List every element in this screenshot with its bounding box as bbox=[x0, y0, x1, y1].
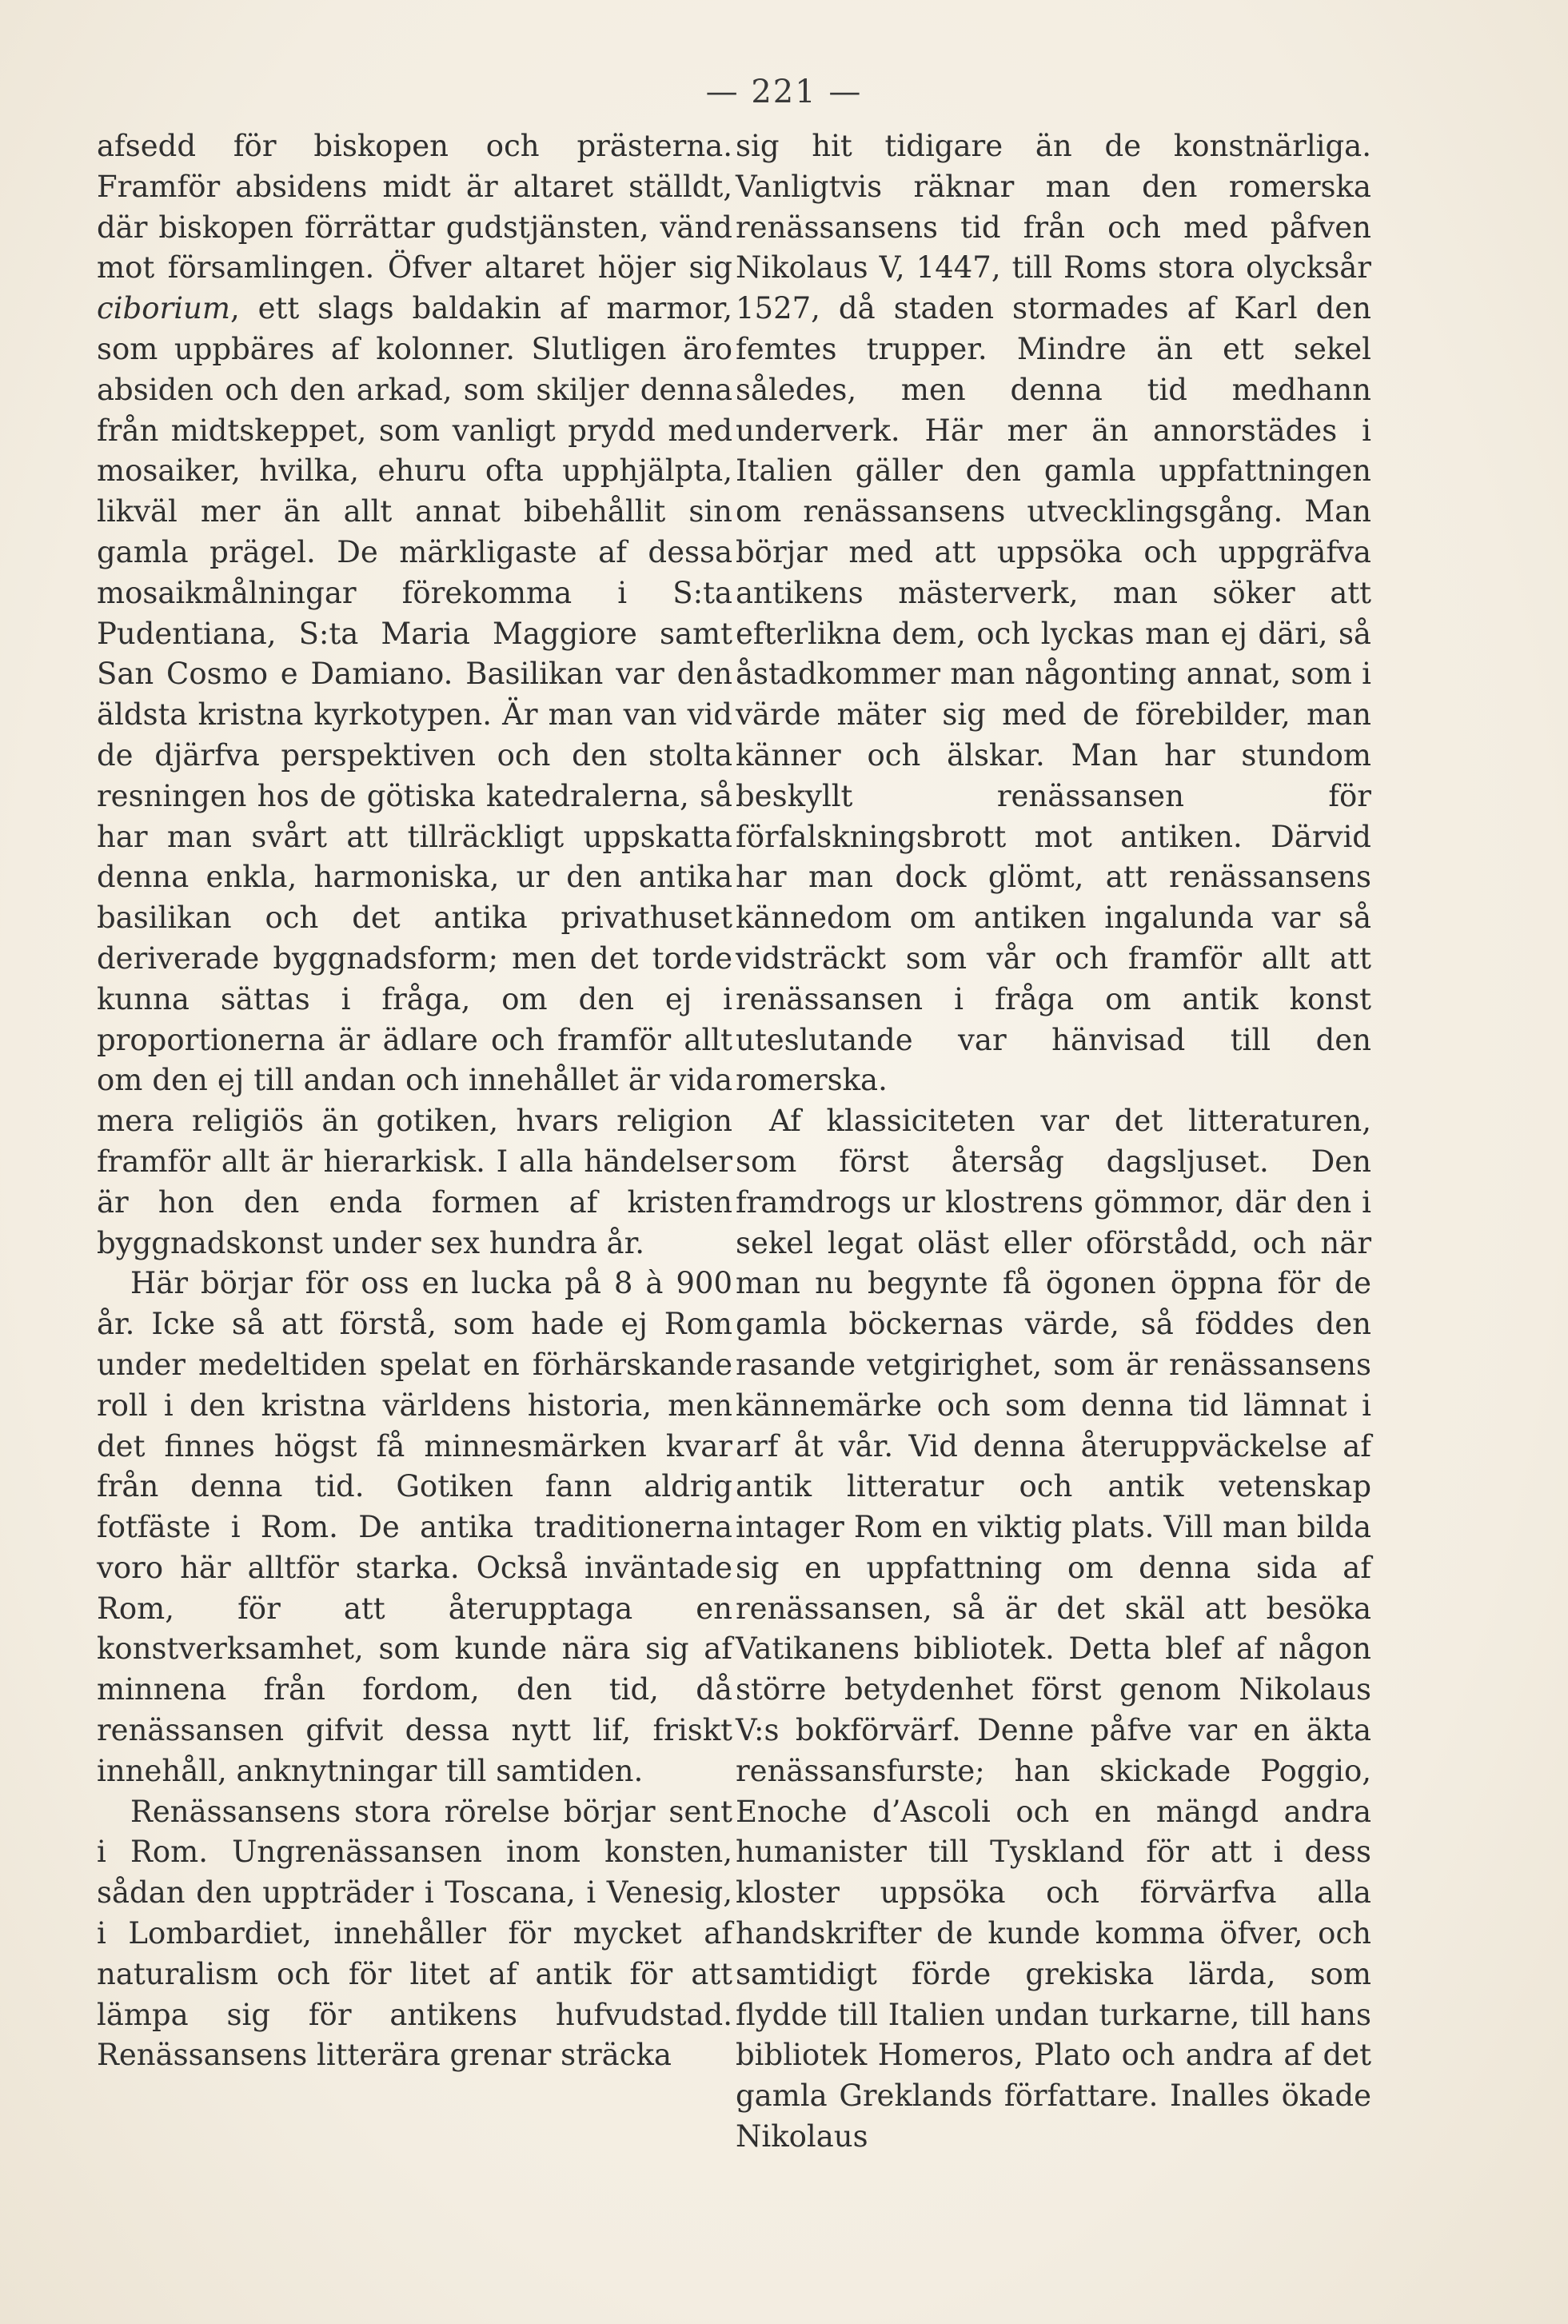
right-column bbox=[736, 126, 1371, 2158]
right-paragraph-2: Af klassiciteten var det litteraturen, som först återsåg dagsljuset. Den framdrogs ur klostrens gömmor, där den i sekel legat oläst eller oförstådd, och när man nu begynte få ögonen öppna för de gamla böckernas värde, så föddes den rasande vetgirighet, som är renässansens kännemärke och som denna tid lämnat i arf åt vår. Vid denna återuppväckelse af antik litteratur och antik vetenskap intager Rom en viktig plats. Vill man bilda sig en uppfattning om denna sida af renässansen, så är det skäl att besöka Vatikanens bibliotek. Detta blef af någon större betydenhet först genom Nikolaus V:s bokförvärf. Denne påfve var en äkta renässansfurste; han skickade Poggio, Enoche d’Ascoli och en mängd andra humanister till Tyskland för att i dess kloster uppsöka och förvärfva alla handskrifter de kunde komma öfver, och samtidigt förde grekiska lärda, som flydde till Italien undan turkarne, till hans bibliotek Homeros, Plato och andra af det gamla Greklands författare. Inalles ökade Nikolaus bbox=[736, 1104, 1371, 2154]
left-p1-text-a: afsedd för biskopen och prästerna. Framför absidens midt är altaret ställdt, där biskopen förrättar gudstjänsten, vänd mot församlingen. Öfver altaret höjer sig bbox=[97, 129, 732, 286]
left-paragraph-2: Här börjar för oss en lucka på 8 à 900 år. Icke så att förstå, som hade ej Rom under medeltiden spelat en förhärskande roll i den kristna världens historia, men det finnes högst få minnesmärken kvar från denna tid. Gotiken fann aldrig fotfäste i Rom. De antika traditionerna voro här alltför starka. Också inväntade Rom, för att återupptaga en konstverksamhet, som kunde nära sig af minnena från fordom, den tid, då renässansen gifvit dessa nytt lif, friskt innehåll, anknytningar till samtiden. bbox=[97, 1266, 732, 1788]
left-paragraph-3: Renässansens stora rörelse börjar sent i Rom. Ungrenässansen inom konsten, sådan den uppträder i Toscana, i Venesig, i Lombardiet, innehåller för mycket af naturalism och för litet af antik för att lämpa sig för antikens hufvudstad. Renässansens litterära grenar sträcka bbox=[97, 1794, 732, 2073]
right-paragraph-1: sig hit tidigare än de konstnärliga. Vanligtvis räknar man den romerska renässansens tid från och med påfven Nikolaus V, 1447, till Roms stora olycksår 1527, då staden stormades af Karl den femtes trupper. Mindre än ett sekel således, men denna tid medhann underverk. Här mer än annorstädes i Italien gäller den gamla uppfattningen om renässansens utvecklingsgång. Man börjar med att uppsöka och uppgräfva antikens mästerverk, man söker att efterlikna dem, och lyckas man ej däri, så åstadkommer man någonting annat, som i värde mäter sig med de förebilder, man känner och älskar. Man har stundom beskyllt renässansen för förfalskningsbrott mot antiken. Därvid har man dock glömt, att renässansens kännedom om antiken ingalunda var så vidsträckt som vår och framför allt att renässansen i fråga om antik konst uteslutande var hänvisad till den romerska. bbox=[736, 129, 1371, 1098]
left-p1-italic-term: ciborium bbox=[97, 291, 230, 326]
left-p1-text-b: , ett slags baldakin af marmor, som uppbäres af kolonner. Slutligen äro absiden och den arkad, som skiljer denna från midtskeppet, som vanligt prydd med mosaiker, hvilka, ehuru ofta upphjälpta, likväl mer än allt annat bibehållit sin gamla prägel. De märkligaste af dessa mosaikmålningar förekomma i S:ta Pudentiana, S:ta Maria Maggiore samt San Cosmo e Damiano. Basilikan var den äldsta kristna kyrkotypen. Är man van vid de djärfva perspektiven och den stolta resningen hos de götiska katedralerna, så har man svårt att tillräckligt uppskatta denna enkla, harmoniska, ur den antika basilikan och det antika privathuset deriverade byggnadsform; men det torde kunna sättas i fråga, om den ej i proportionerna är ädlare och framför allt om den ej till andan och innehållet är vida mera religiös än gotiken, hvars religion framför allt är hierarkisk. I alla händelser är hon den enda formen af kristen byggnadskonst under sex hundra år. bbox=[97, 291, 732, 1260]
left-column bbox=[97, 126, 732, 2076]
page-number: — 221 — bbox=[705, 74, 863, 110]
left-paragraph-1 bbox=[97, 126, 732, 1264]
